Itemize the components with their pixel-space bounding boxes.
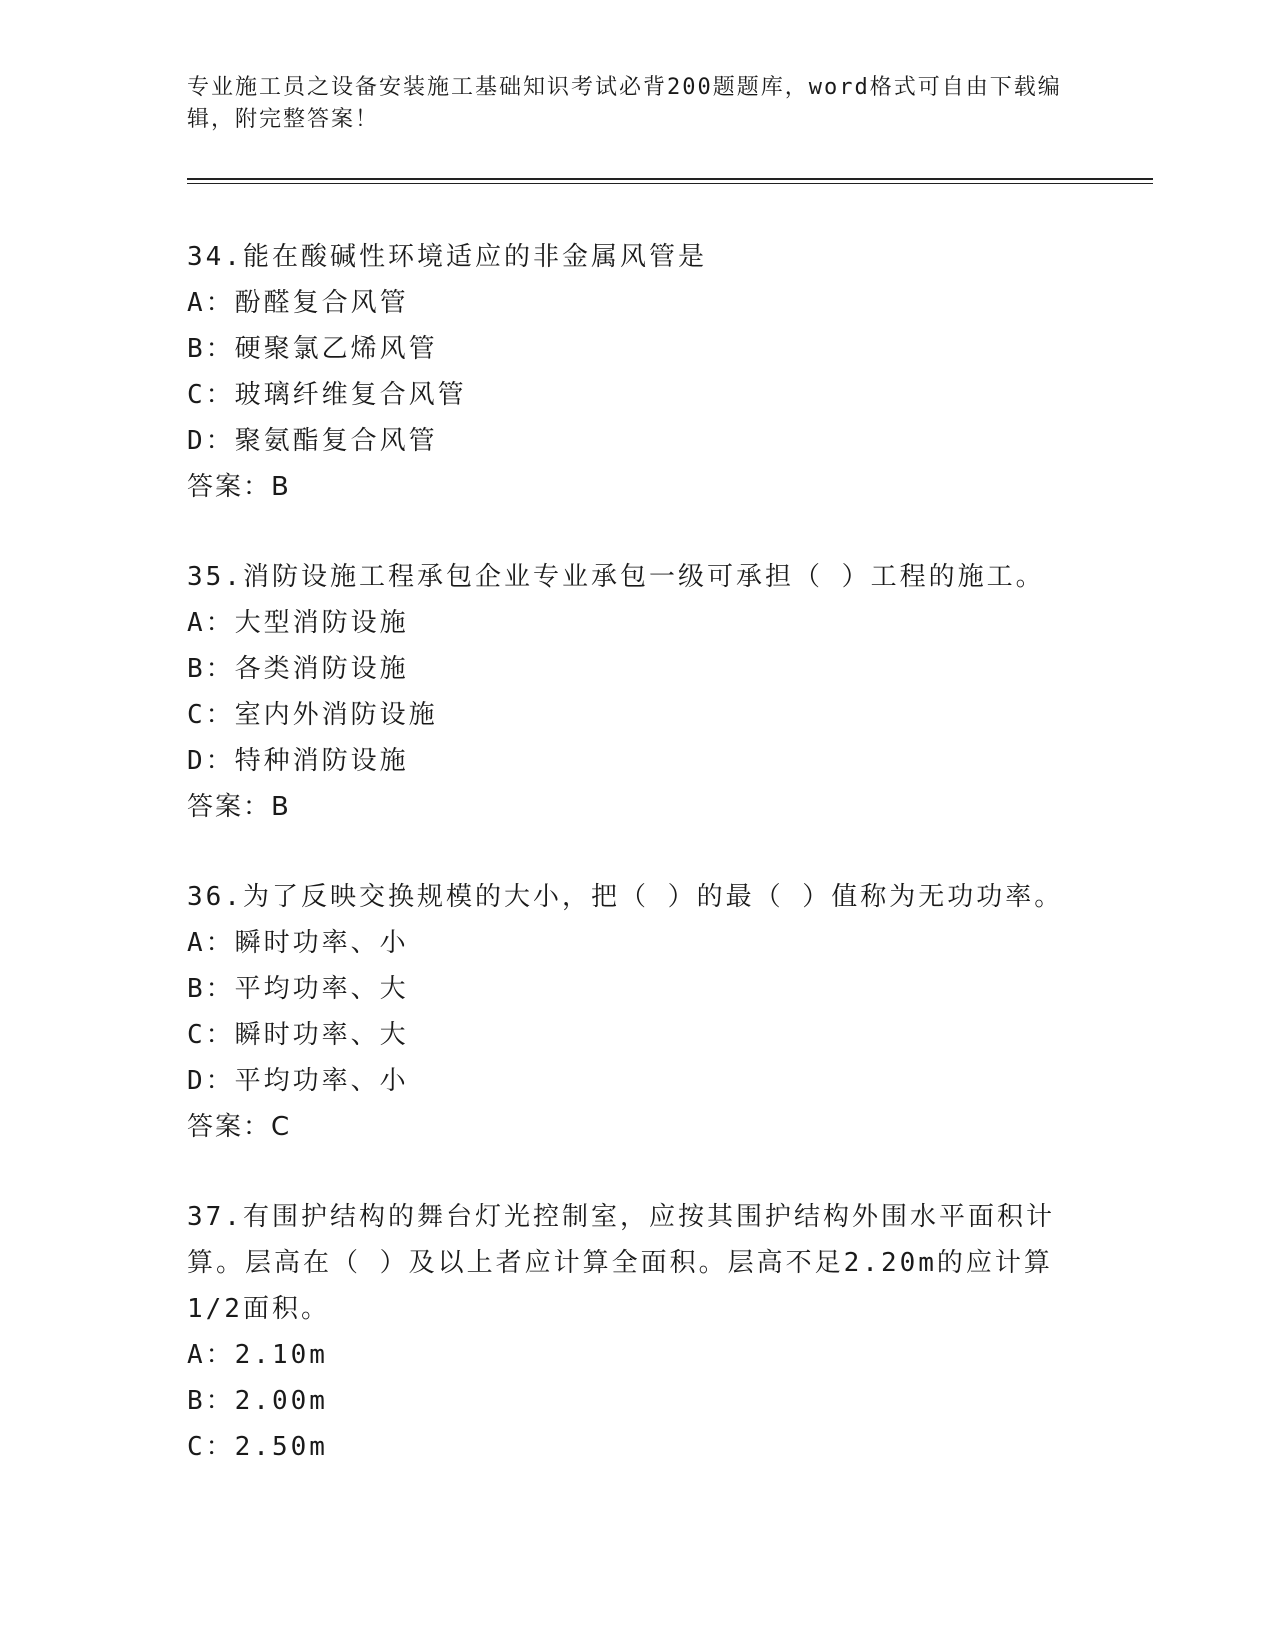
option-a: A：瞬时功率、小 — [187, 928, 409, 958]
option-c: C：室内外消防设施 — [187, 700, 438, 730]
document-header: 专业施工员之设备安装施工基础知识考试必背200题题库，word格式可自由下载编辑，附完整答案！ — [187, 75, 1062, 132]
option-d: D：特种消防设施 — [187, 746, 409, 776]
question-34 — [187, 234, 1087, 510]
question-list — [187, 234, 1087, 1514]
header-divider-thick — [187, 178, 1153, 180]
question-stem: 37.有围护结构的舞台灯光控制室，应按其围护结构外围水平面积计算。层高在（ ）及以上者应计算全面积。层高不足2.20m的应计算1/2面积。 — [187, 1202, 1055, 1324]
option-a: A：大型消防设施 — [187, 608, 409, 638]
question-stem: 34.能在酸碱性环境适应的非金属风管是 — [187, 242, 707, 272]
option-d: D：平均功率、小 — [187, 1066, 409, 1096]
option-a: A：酚醛复合风管 — [187, 288, 409, 318]
answer: 答案：B — [187, 792, 291, 822]
option-b: B：2.00m — [187, 1386, 328, 1416]
answer: 答案：B — [187, 472, 291, 502]
option-c: C：2.50m — [187, 1432, 328, 1462]
option-b: B：各类消防设施 — [187, 654, 409, 684]
question-stem: 35.消防设施工程承包企业专业承包一级可承担（ ）工程的施工。 — [187, 562, 1045, 592]
question-37 — [187, 1194, 1087, 1470]
question-36 — [187, 874, 1087, 1150]
option-c: C：玻璃纤维复合风管 — [187, 380, 467, 410]
option-d: D：聚氨酯复合风管 — [187, 426, 438, 456]
option-a: A：2.10m — [187, 1340, 328, 1370]
question-stem: 36.为了反映交换规模的大小，把（ ）的最（ ）值称为无功功率。 — [187, 882, 1064, 912]
question-35 — [187, 554, 1087, 830]
answer: 答案：C — [187, 1112, 292, 1142]
option-b: B：硬聚氯乙烯风管 — [187, 334, 438, 364]
option-b: B：平均功率、大 — [187, 974, 409, 1004]
option-c: C：瞬时功率、大 — [187, 1020, 409, 1050]
header-divider-thin — [187, 183, 1153, 184]
